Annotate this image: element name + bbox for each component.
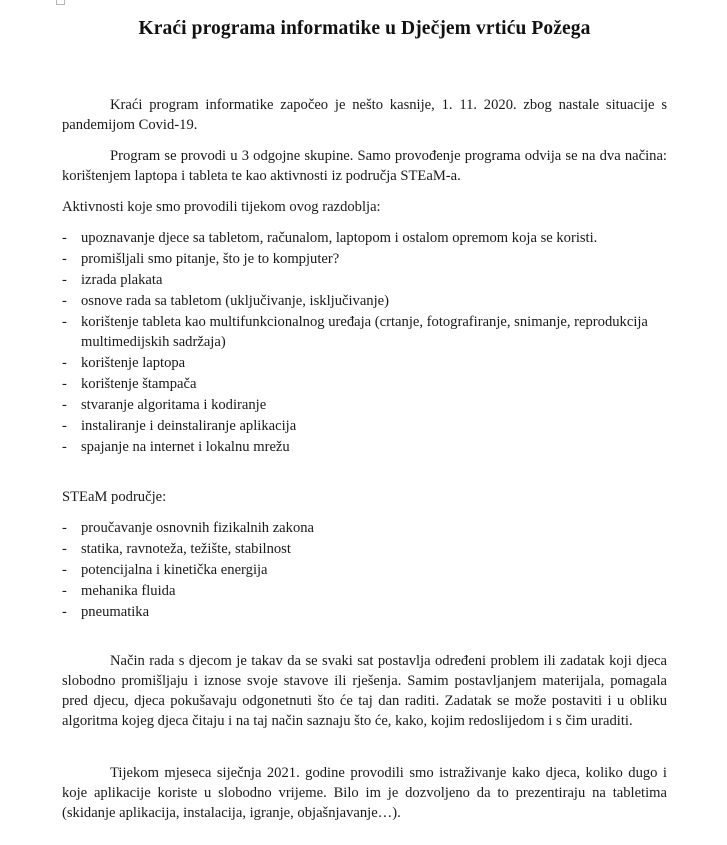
list-item-text: izrada plakata [81,272,163,288]
steam-heading: STEaM područje: [62,489,167,505]
list-item-text: instaliranje i deinstaliranje aplikacija [81,418,297,434]
list-dash: - [62,251,67,267]
list-dash: - [62,293,67,309]
list-item-text: pneumatika [81,604,150,620]
list-item [62,416,667,436]
list-item-text: osnove rada sa tabletom (uključivanje, isključivanje) [81,293,389,309]
list-item [62,602,667,622]
list-dash: - [62,418,67,434]
activities-list [62,228,667,458]
list-item [62,395,667,415]
document-title: Kraći programa informatike u Dječjem vrtiću Požega [138,18,591,39]
list-item-text: statika, ravnoteža, težište, stabilnost [81,541,291,557]
list-dash: - [62,397,67,413]
activities-heading: Aktivnosti koje smo provodili tijekom ovog razdoblja: [62,199,381,215]
list-item-text: upoznavanje djece sa tabletom, računalom, laptopom i ostalom opremom koja se koristi. [81,230,598,246]
list-item [62,291,667,311]
list-item [62,539,667,559]
list-item-text: stvaranje algoritama i kodiranje [81,397,267,413]
list-dash: - [62,520,67,536]
list-dash: - [62,583,67,599]
list-item [62,249,667,269]
list-dash: - [62,541,67,557]
list-item-text: korištenje laptopa [81,355,186,371]
list-item-text: korištenje tableta kao multifunkcionalnog uređaja (crtanje, fotografiranje, snimanje, reprodukcija multimedijskih sadržaja) [81,314,648,350]
list-item [62,374,667,394]
list-item [62,270,667,290]
list-dash: - [62,439,67,455]
list-item [62,581,667,601]
text-boundary-corner-mark [56,0,65,5]
list-item-text: spajanje na internet i lokalnu mrežu [81,439,290,455]
list-item [62,437,667,457]
list-item-text: promišljali smo pitanje, što je to kompjuter? [81,251,340,267]
list-dash: - [62,562,67,578]
list-item-text: potencijalna i kinetička energija [81,562,268,578]
list-item [62,518,667,538]
list-dash: - [62,376,67,392]
list-dash: - [62,314,67,330]
intro-paragraph: Kraći program informatike započeo je nešto kasnije, 1. 11. 2020. zbog nastale situacije s pandemijom Covid-19. [62,97,667,133]
list-item [62,228,667,248]
method-paragraph: Način rada s djecom je takav da se svaki sat postavlja određeni problem ili zadatak koji djeca slobodno promišljaju i iznose svoje stavove ili rješenja. Samim postavljanjem materijala, pomagala pred djecu, djeca pokušavaju odgonetnuti što će taj dan raditi. Zadatak se može postaviti i u obliku algoritma kojeg djeca čitaju i na taj način saznaju što će, kako, kojim redoslijedom i s čim uraditi. [62,653,667,729]
list-dash: - [62,355,67,371]
list-dash: - [62,604,67,620]
list-item [62,560,667,580]
list-item [62,312,667,352]
list-item-text: proučavanje osnovnih fizikalnih zakona [81,520,315,536]
program-paragraph: Program se provodi u 3 odgojne skupine. Samo provođenje programa odvija se na dva načina: korištenjem laptopa i tableta te kao aktivnosti iz područja STEaM-a. [62,148,667,184]
steam-list [62,518,667,623]
list-item-text: mehanika fluida [81,583,176,599]
list-dash: - [62,230,67,246]
list-item [62,353,667,373]
list-dash: - [62,272,67,288]
list-item-text: korištenje štampača [81,376,197,392]
research-paragraph: Tijekom mjeseca siječnja 2021. godine provodili smo istraživanje kako djeca, koliko dugo i koje aplikacije koriste u slobodno vrijeme. Bilo im je dozvoljeno da to prezentiraju na tabletima (skidanje aplikacija, instalacija, igranje, objašnjavanje…). [62,765,667,821]
